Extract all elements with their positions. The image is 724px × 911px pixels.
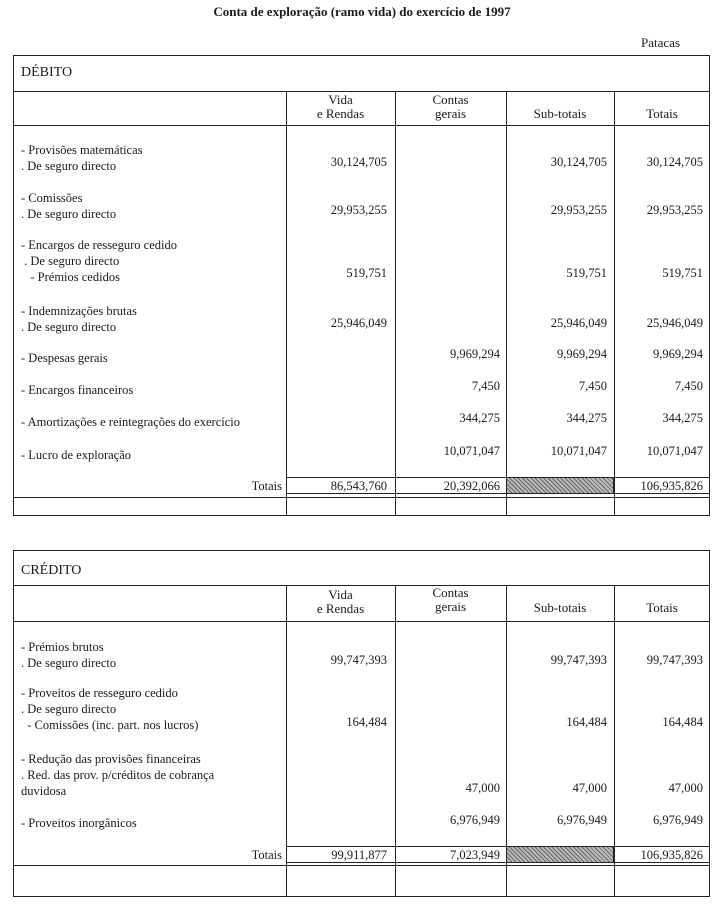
credit-total-vida: 99,911,877 — [331, 848, 387, 862]
cell-vida: 25,946,049 — [330, 316, 387, 330]
cell-vida: 99,747,393 — [330, 653, 387, 667]
column-contas: Contas gerais — [432, 92, 469, 121]
cell-vida: 29,953,255 — [330, 203, 387, 217]
cell-vida: 30,124,705 — [330, 155, 387, 169]
row-label: - Encargos de resseguro cedido . De seguro directo - Prémios cedidos — [21, 238, 177, 284]
cell-total: 344,275 — [662, 411, 703, 425]
credit-column-contas: Contas gerais — [432, 585, 469, 614]
debit-subtotal-hatch — [506, 477, 614, 494]
cell-total: 99,747,393 — [646, 653, 703, 667]
cell-sub: 47,000 — [572, 781, 607, 795]
credit-total-totais: 106,935,826 — [640, 848, 703, 862]
debit-totals-label: Totais — [251, 479, 282, 493]
column-subtotais: Sub-totais — [533, 106, 587, 121]
debit-total-contas: 20,392,066 — [443, 479, 500, 493]
cell-sub: 519,751 — [566, 266, 607, 280]
credit-totals-label: Totais — [251, 848, 282, 862]
row-label: - Amortizações e reintegrações do exercício — [21, 415, 240, 429]
cell-total: 30,124,705 — [646, 155, 703, 169]
credit-column-vida: Vida e Rendas — [316, 587, 365, 616]
credit-column-subtotais: Sub-totais — [533, 600, 587, 615]
cell-sub: 164,484 — [566, 715, 607, 729]
cell-total: 164,484 — [662, 715, 703, 729]
row-label: - Prémios brutos . De seguro directo — [21, 640, 117, 670]
cell-sub: 344,275 — [566, 411, 607, 425]
cell-contas: 9,969,294 — [450, 347, 500, 361]
credit-heading: CRÉDITO — [21, 563, 82, 578]
debit-total-totais: 106,935,826 — [640, 479, 703, 493]
cell-vida: 164,484 — [346, 715, 387, 729]
credit-subtotal-hatch — [506, 846, 614, 863]
debit-heading: DÉBITO — [21, 65, 73, 80]
debit-table — [13, 55, 710, 516]
cell-contas: 47,000 — [465, 781, 500, 795]
row-label: - Proveitos de resseguro cedido . De seguro directo - Comissões (inc. part. nos lucros) — [21, 686, 199, 732]
cell-total: 9,969,294 — [653, 347, 703, 361]
credit-table — [13, 550, 710, 897]
column-totais: Totais — [646, 106, 678, 121]
cell-sub: 29,953,255 — [550, 203, 607, 217]
row-label: - Redução das provisões financeiras . Red. das prov. p/créditos de cobrança duvidosa — [21, 752, 215, 798]
cell-sub: 99,747,393 — [550, 653, 607, 667]
cell-sub: 25,946,049 — [550, 316, 607, 330]
row-label: - Encargos financeiros — [21, 383, 134, 397]
credit-column-totais: Totais — [646, 600, 678, 615]
cell-total: 29,953,255 — [646, 203, 703, 217]
cell-total: 6,976,949 — [653, 813, 703, 827]
row-label: - Indemnizações brutas . De seguro directo — [21, 304, 137, 334]
cell-total: 10,071,047 — [646, 444, 703, 458]
row-label: - Provisões matemáticas . De seguro directo — [21, 143, 143, 173]
column-vida: Vida e Rendas — [316, 92, 365, 121]
cell-total: 47,000 — [668, 781, 703, 795]
cell-sub: 9,969,294 — [557, 347, 607, 361]
row-label: - Lucro de exploração — [21, 448, 132, 462]
currency-label: Patacas — [641, 35, 680, 50]
cell-contas: 10,071,047 — [443, 444, 500, 458]
cell-sub: 7,450 — [578, 379, 607, 393]
cell-sub: 6,976,949 — [557, 813, 607, 827]
credit-total-contas: 7,023,949 — [450, 848, 500, 862]
cell-total: 25,946,049 — [646, 316, 703, 330]
row-label: - Comissões . De seguro directo — [21, 191, 117, 221]
cell-sub: 10,071,047 — [550, 444, 607, 458]
row-label: - Proveitos inorgânicos — [21, 816, 137, 830]
cell-contas: 6,976,949 — [450, 813, 500, 827]
row-label: - Despesas gerais — [21, 351, 108, 365]
cell-contas: 344,275 — [459, 411, 500, 425]
debit-total-vida: 86,543,760 — [330, 479, 387, 493]
cell-vida: 519,751 — [346, 266, 387, 280]
cell-sub: 30,124,705 — [550, 155, 607, 169]
cell-total: 519,751 — [662, 266, 703, 280]
cell-total: 7,450 — [674, 379, 703, 393]
cell-contas: 7,450 — [471, 379, 500, 393]
page-title: Conta de exploração (ramo vida) do exercício de 1997 — [213, 4, 511, 19]
